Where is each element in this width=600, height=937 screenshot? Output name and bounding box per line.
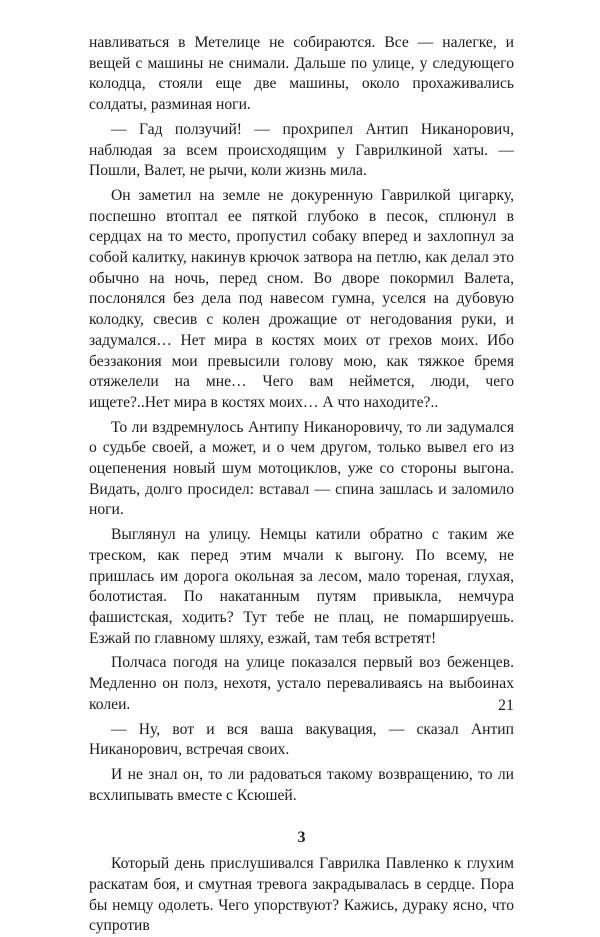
paragraph-cigarette: Он заметил на земле не докуренную Гаврилкой цигарку, поспешно втоптал ее пяткой глубоко в песок, сплюнул в сердцах на то место, пропустил собаку вперед и захлопнул за собой калитку, накинув крючок затвора на петлю, как делал это обычно на ночь, перед сном. Во дворе покормил Валета, послонялся без дела под навесом гумна, уселся на дубовую колодку, свесив с колен дрожащие от негодования руки, и задумался… Нет мира в костях моих от грехов моих. Ибо беззакония мои превысили голову мою, как тяжкое бремя отяжелели на мне… Чего вам неймется, люди, чего ищете?..Нет мира в костях моих… А что находите?..: [89, 186, 514, 411]
paragraph-refugees: Полчаса погодя на улице показался первый воз беженцев. Медленно он полз, нехотя, устало переваливаясь на выбоинах колеи.: [89, 654, 514, 713]
paragraph-evacuation-remark: — Ну, вот и вся ваша вакувация, — сказал Антип Никанорович, встречая своих.: [89, 720, 514, 759]
paragraph-germans-return: Выглянул на улицу. Немцы катили обратно с таким же треском, как перед этим мчали к выгону. По всему, не пришлась им дорога окольная за лесом, мало тореная, глухая, болотистая. По накатанным путям привыкла, немчура фашистская, ходить? Тут тебе не плац, не помаршируешь. Езжай по главному шляху, езжай, там тебя встретят!: [89, 526, 514, 647]
paragraph-gavrilka: Который день прислушивался Гаврилка Павленко к глухим раскатам боя, и смутная тревога закрадывалась в сердце. Пора бы немцу одолеть. Чего упорствуют? Кажись, дураку ясно, что супротив: [89, 855, 514, 935]
paragraph-dialogue-antip: — Гад ползучий! — прохрипел Антип Никанорович, наблюдая за всем происходящим у Гаврилкиной хаты. — Пошли, Валет, не рычи, коли жизнь мила.: [89, 120, 514, 180]
paragraph-continuation: навливаться в Метелице не собираются. Все — налегке, и вещей с машины не снимали. Дальше по улице, у следующего колодца, стояли еще две машины, около прохаживались солдаты, разминая ноги.: [89, 34, 514, 114]
paragraph-return-feelings: И не знал он, то ли радоваться такому возвращению, то ли всхлипывать вместе с Ксюшей.: [89, 765, 514, 804]
chapter-heading: 3: [297, 829, 306, 847]
paragraph-dozed: То ли вздремнулось Антипу Никаноровичу, то ли задумался о судьбе своей, а может, и о чем другом, только вывел его из оцепенения новый шум мотоциклов, уже со стороны выгона. Видать, долго просидел: вставал — спина зашлась и заломило ноги.: [89, 418, 514, 519]
page-number: 21: [498, 697, 514, 714]
book-page-body: [89, 33, 514, 937]
